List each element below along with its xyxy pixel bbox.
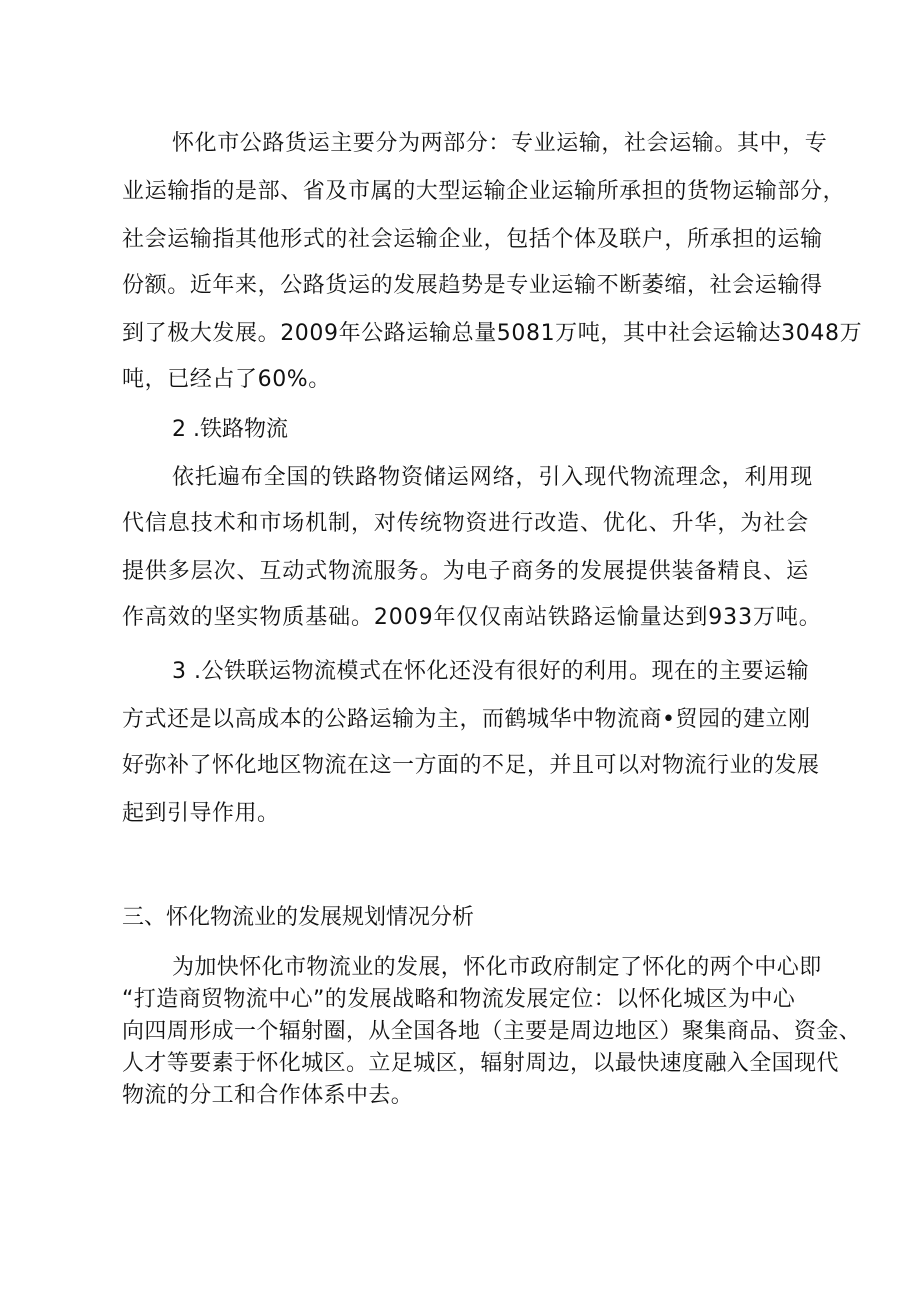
text-line: 作高效的坚实物质基础。2009年仅仅南站铁路运愉量达到933万吨。 xyxy=(122,605,822,630)
text-line: 向四周形成一个辐射圈，从全国各地（主要是周边地区）聚集商品、资金、 xyxy=(122,1019,862,1044)
text-line: 社会运输指其他形式的社会运输企业，包括个体及联户，所承担的运输 xyxy=(122,227,823,252)
text-line: 人才等要素于怀化城区。立足城区，辐射周边，以最快速度融入全国现代 xyxy=(122,1051,839,1076)
text-line: 怀化市公路货运主要分为两部分：专业运输，社会运输。其中，专 xyxy=(172,131,828,156)
text-line: 业运输指的是部、省及市属的大型运输企业运输所承担的货物运输部分， xyxy=(122,179,846,204)
text-line: 到了极大发展。2009年公路运输总量5081万吨，其中社会运输达3048万 xyxy=(122,321,863,346)
text-line: 方式还是以高成本的公路运输为主，而鹤城华中物流商•贸园的建立刚 xyxy=(122,707,811,732)
text-line: 起到引导作用。 xyxy=(122,801,280,826)
text-line: 代信息技术和市场机制，对传统物资进行改造、优化、升华，为社会 xyxy=(122,511,810,536)
text-line: 好弥补了怀化地区物流在这一方面的不足，并且可以对物流行业的发展 xyxy=(122,753,820,778)
text-line: 3 .公铁联运物流模式在怀化还没有很好的利用。现在的主要运输 xyxy=(172,659,809,684)
heading-rail-logistics: 2 .铁路物流 xyxy=(172,417,288,442)
text-line: 物流的分工和合作体系中去。 xyxy=(122,1083,414,1108)
text-line: 提供多层次、互动式物流服务。为电子商务的发展提供装备精良、运 xyxy=(122,559,810,584)
text-line: 为加快怀化市物流业的发展，怀化市政府制定了怀化的两个中心即 xyxy=(172,955,822,980)
text-line: 依托遍布全国的铁路物资储运网络，引入现代物流理念，利用现 xyxy=(172,465,814,490)
text-line: 吨，已经占了60%。 xyxy=(122,367,331,392)
section-heading: 三、怀化物流业的发展规划情况分析 xyxy=(122,905,475,930)
text-line: “打造商贸物流中心”的发展战略和物流发展定位：以怀化城区为中心 xyxy=(122,987,796,1012)
text-line: 份额。近年来，公路货运的发展趋势是专业运输不断萎缩，社会运输得 xyxy=(122,273,823,298)
